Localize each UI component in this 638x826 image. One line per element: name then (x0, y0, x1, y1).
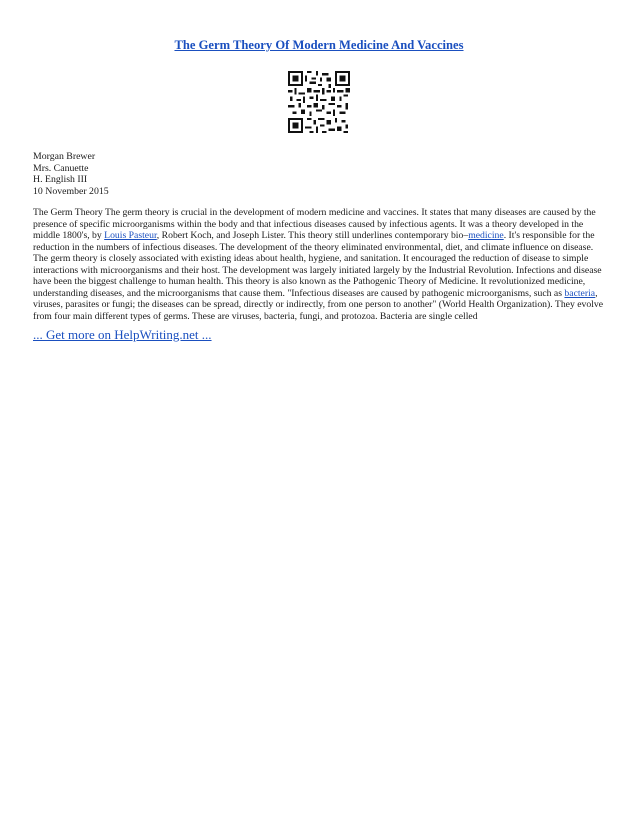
medicine-link[interactable]: medicine (468, 230, 504, 242)
louis-pasteur-link[interactable]: Louis Pasteur (104, 230, 157, 242)
course-name: H. English III (33, 174, 88, 186)
body-text-segment: . It's responsible for the reduction in the numbers of infectious diseases. The development of the theory eliminated environmental, diet, and climate influence on disease. The germ theory is closely associated with existing ideas about health, hygiene, and sanitation. It encouraged the reduction of disease to simple interactions with microorganisms and their host. The development was largely initiated largely by the Industrial Revolution. Infections and disease have been the biggest challenge to human health. This theory is also known as the Pathogenic Theory of Medicine. It revolutionized medicine, understanding diseases, and the microorganisms that cause them. "Infectious diseases are caused by pathogenic microorganisms, such as (33, 230, 602, 299)
author-name: Morgan Brewer (33, 151, 96, 162)
qr-code-icon (288, 71, 350, 133)
body-text-segment: , viruses, parasites or fungi; the diseases can be spread, directly or indirectly, from one person to another" (World Health Organization). They evolve from four main different types of germs. These are viruses, bacteria, fungi, and protozoa. Bacteria are single celled (33, 287, 604, 322)
body-text-segment: , Robert Koch, and Joseph Lister. This theory still underlines contemporary bio– (156, 230, 469, 242)
get-more-link[interactable]: ... Get more on HelpWriting.net ... (33, 327, 212, 342)
teacher-name: Mrs. Canuette (33, 162, 89, 174)
author-block (33, 151, 109, 197)
document-date: 10 November 2015 (33, 185, 109, 197)
essay-body (33, 207, 605, 322)
body-text-segment: The Germ Theory The germ theory is crucial in the development of modern medicine and vaccines. It states that many diseases are caused by the presence of specific microorganisms within the body and that infectious diseases caused by infectious agents. It was a theory developed in the middle 1800's, by (33, 207, 596, 242)
document-title[interactable]: The Germ Theory Of Modern Medicine And Vaccines (174, 38, 464, 52)
bacteria-link[interactable]: bacteria (564, 287, 596, 299)
